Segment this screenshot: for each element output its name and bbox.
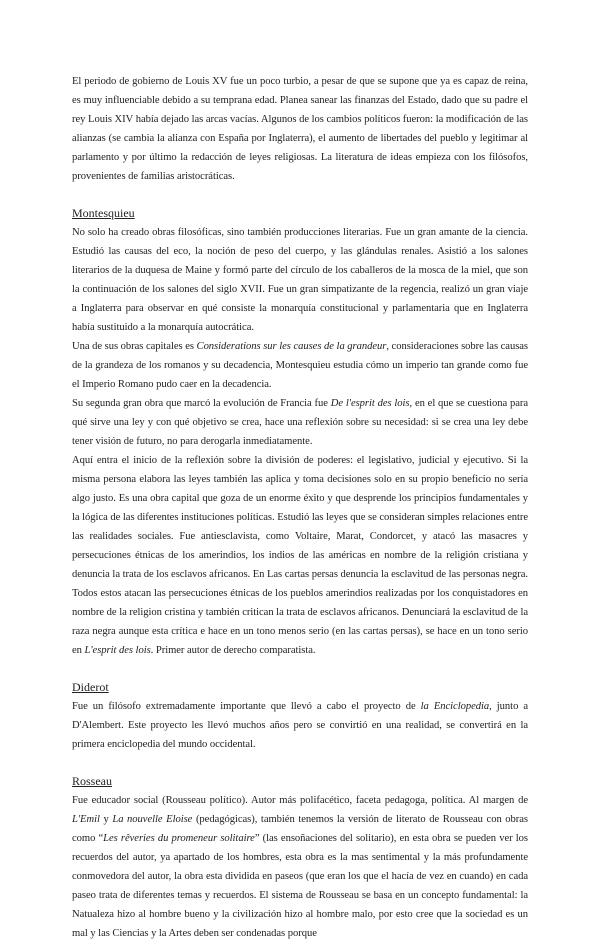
work-title: Les rêveries du promeneur solitaire	[103, 833, 255, 844]
intro-paragraph: El periodo de gobierno de Louis XV fue un poco turbio, a pesar de que se supone que ya es capaz de reina, es muy influenciable debido a su temprana edad. Planea sanear las finanzas del Estado, dado que su padre el rey Louis XIV había dejado las arcas vacías. Algunos de los cambios políticos fueron: la modificación de las alianzas (se cambia la alianza con España por Inglaterra), el aumento de libertades del pueblo y legitimar al parlamento y por último la redacción de leyes religiosas. La literatura de ideas empieza con los filósofos, provenientes de familias aristocráticas.	[72, 76, 528, 182]
montesquieu-paragraph-4: Aquí entra el inicio de la reflexión sobre la división de poderes: el legislativo, judicial y ejecutivo. Si la misma persona elabora las leyes también las aplica y toma decisiones solo en su propio beneficio no sería algo justo. Es una obra capital que goza de un enorme éxito y que desprende los principios fundamentales y la lógica de las diferentes instituciones políticas. Estudió las leyes que se consideran simples relaciones entre las realidades sociales. Fue antiesclavista, como Voltaire, Marat, Condorcet, y atacó las masacres y persecuciones étnicas de los amerindios, los indios de las américas en nombre de la religión cristiana y denuncia la trata de los esclavos africanos. En Las cartas persas denuncia la esclavitud de las personas negra. Todos estos atacan las persecuciones étnicas de los pueblos amerindios realizadas por los conquistadores en nombre de la religion cristina y también critican la trata de esclavos africanos. Denunciará la esclavitud de la raza negra aunque esta crítica e hace en un tono menos serio (en las cartas persas), se hace en un tono serio en L'esprit des lois. Primer autor de derecho comparatista.	[72, 455, 528, 656]
work-title: la Enciclopedia	[420, 701, 490, 712]
work-title: La nouvelle Eloise	[112, 814, 193, 825]
work-title: Considerations sur les causes de la grandeur	[196, 341, 387, 352]
montesquieu-paragraph-1: No solo ha creado obras filosóficas, sino también producciones literarias. Fue un gran amante de la ciencia. Estudió las causas del eco, la noción de peso del cuerpo, y las glándulas renales. Asistió a los salones literarios de la duquesa de Maine y formó parte del círculo de los caballeros de la mosca de la miel, que son la continuación de los salones del siglo XVII. Fue un gran simpatizante de la regencia, realizó un gran viaje a Inglaterra para observar en qué consiste la monarquía constitucional y parlamentaria que en Inglaterra había sustituido a la monarquía autocrática.	[72, 227, 528, 333]
montesquieu-paragraph-2: Una de sus obras capitales es Considerations sur les causes de la grandeur, consideraciones sobre las causas de la grandeza de los romanos y su decadencia, Montesquieu estudia cómo un imperio tan grande como fue el Imperio Romano pudo caer en la decadencia.	[72, 341, 528, 390]
work-title: L'Emil	[72, 814, 100, 825]
diderot-paragraph: Fue un filósofo extremadamente importante que llevó a cabo el proyecto de la Enciclopedia, junto a D'Alembert. Este proyecto les llevó muchos años pero se convirtió en una realidad, se convertirá en la primera enciclopedia del mundo occidental.	[72, 701, 529, 750]
rosseau-heading: Rosseau	[72, 774, 112, 788]
montesquieu-heading: Montesquieu	[72, 206, 135, 220]
work-title: De l'esprit des lois	[330, 398, 410, 409]
diderot-heading: Diderot	[72, 680, 109, 694]
work-title: L'esprit des lois	[84, 645, 151, 656]
rosseau-paragraph: Fue educador social (Rousseau político). Autor más polifacético, faceta pedagoga, política. Al margen de L'Emil y La nouvelle Eloise (pedagógicas), también tenemos la versión de literato de Rousseau con obras como “Les rêveries du promeneur solitaire” (las ensoñaciones del solitario), en esta obra se pueden ver los recuerdos del autor, ya apartado de los hombres, esta obra es la mas sentimental y la más profundamente conmovedora del autor, la obra esta dividida en paseos (que eran los que el hacía de vez en cuando) en cada paseo trata de diferentes temas y recuerdos. El sistema de Rousseau se basa en un concepto fundamental: la Natualeza hizo al hombre bueno y la civilización hizo al hombre malo, por esto cree que la sociedad es un mal y las Ciencias y la Artes deben ser condenadas porque	[72, 795, 528, 939]
montesquieu-paragraph-3: Su segunda gran obra que marcó la evolución de Francia fue De l'esprit des lois, en el que se cuestiona para qué sirve una ley y con qué objetivo se crea, hace una reflexión sobre su necesidad: si se crea una ley debe tener visión de futuro, no para derogarla inmediatamente.	[72, 398, 528, 447]
